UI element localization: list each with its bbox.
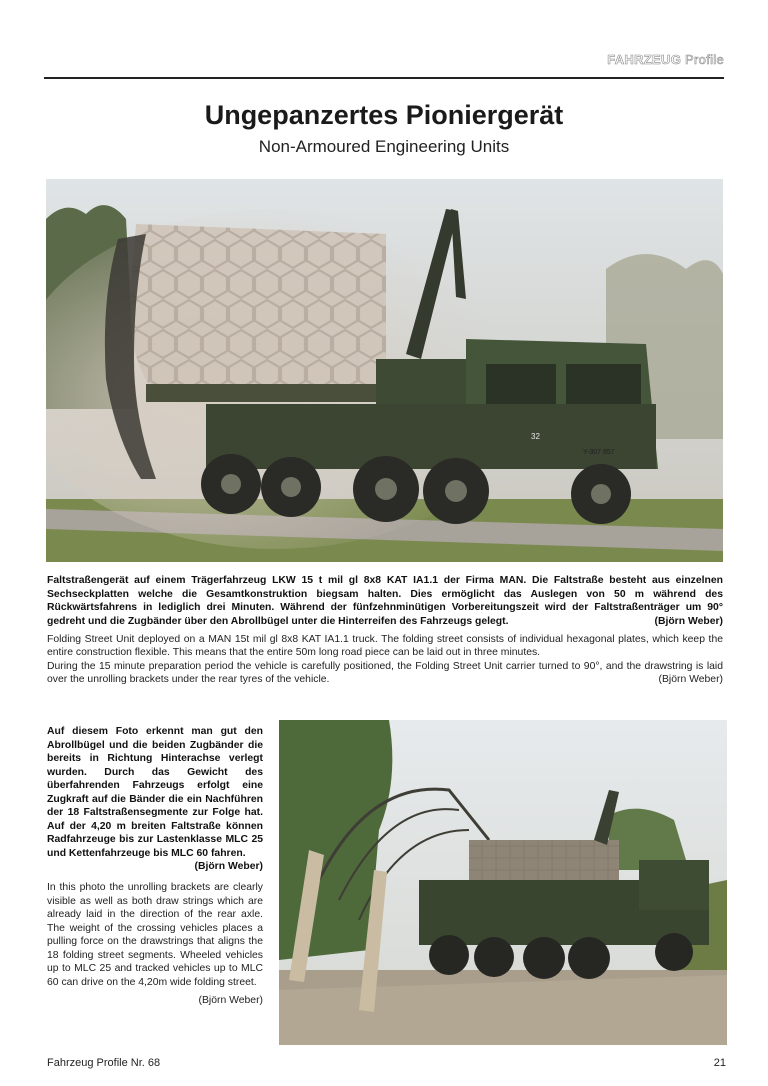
side-caption-english-text: In this photo the unrolling brackets are clearly visible as well as both draw strings which are already laid in the direction of the rear axle. The weight of the crossing vehicles places a pulling force on the drawstrings that aligns the 18 folding street segments. Wheeled vehicles up to MLC 25 and tracked vehicles up to MLC 60 can drive on the 4,20m wide folding street. (47, 882, 263, 988)
brand-sub: Profile (685, 52, 724, 67)
side-caption-german-text: Auf diesem Foto erkennt man gut den Abrollbügel und die beiden Zugbänder die bereits in Richtung Hinterachse verlegt wurden. Durch das Gewicht des überfahrenden Fahrzeugs erfolgt eine Zugkraft auf die Bänder die ein Nachführen der 18 Faltstraßensegmente zur Folge hat. Auf der 4,20 m breiten Faltstraße können Radfahrzeuge bis zur Lastenklasse MLC 25 und Kettenfahrzeuge bis MLC 60 fahren. (47, 726, 263, 859)
main-caption-english-credit: (Björn Weber) (658, 674, 723, 686)
side-caption-german (47, 725, 263, 874)
side-caption-english (47, 881, 263, 1008)
brand-main: FAHRZEUG (607, 52, 682, 67)
header-rule (44, 77, 724, 79)
main-caption-english-para-1: Folding Street Unit deployed on a MAN 15t mil gl 8x8 KAT IA1.1 truck. The folding street consists of individual hexagonal plates, which keep the entire construction flexible. This means that the entire 50m long road piece can be laid out in three minutes. (47, 634, 723, 659)
side-caption-english-credit: (Björn Weber) (198, 995, 263, 1006)
publication-name: Fahrzeug Profile Nr. 68 (47, 1057, 161, 1069)
truck-number: 32 (531, 432, 540, 441)
truck-plate: Y-307 857 (583, 449, 615, 456)
page-subtitle: Non-Armoured Engineering Units (258, 137, 510, 156)
main-caption-english-para-2-text: During the 15 minute preparation period the vehicle is carefully positioned, the Folding Street Unit carrier turned to 90°, and the drawstring is laid over the unrolling brackets under the rear tyres of the vehicle. (47, 660, 723, 686)
main-caption-german-text: Faltstraßengerät auf einem Trägerfahrzeug LKW 15 t mil gl 8x8 KAT IA1.1 der Firma MAN. Die Faltstraße besteht aus einzelnen Sechseckplatten welche die Gesamtkonstruktion biegsam halten. Dies ermöglicht das Auslegen von 50 m während des Rückwärtsfahrens in lediglich drei Minuten. Während der fünfzehnminütigen Vorbereitungszeit wird der Faltstraßenträger um 90° gedreht und die Zugbänder über den Abrollbügel unter die Hinterreifen des Fahrzeugs gelegt. (47, 575, 723, 627)
photo-folding-street-truck (46, 179, 723, 562)
magazine-brand (607, 52, 724, 67)
page-title: Ungepanzertes Pioniergerät (204, 100, 564, 130)
main-caption-german-credit: (Björn Weber) (654, 615, 723, 627)
main-caption-german (47, 574, 723, 628)
page-number: 21 (713, 1057, 726, 1069)
photo-unrolling-brackets (279, 720, 727, 1045)
side-caption-german-credit: (Björn Weber) (194, 861, 263, 872)
main-caption-english-para-2 (47, 660, 723, 687)
main-caption-english (47, 633, 723, 687)
